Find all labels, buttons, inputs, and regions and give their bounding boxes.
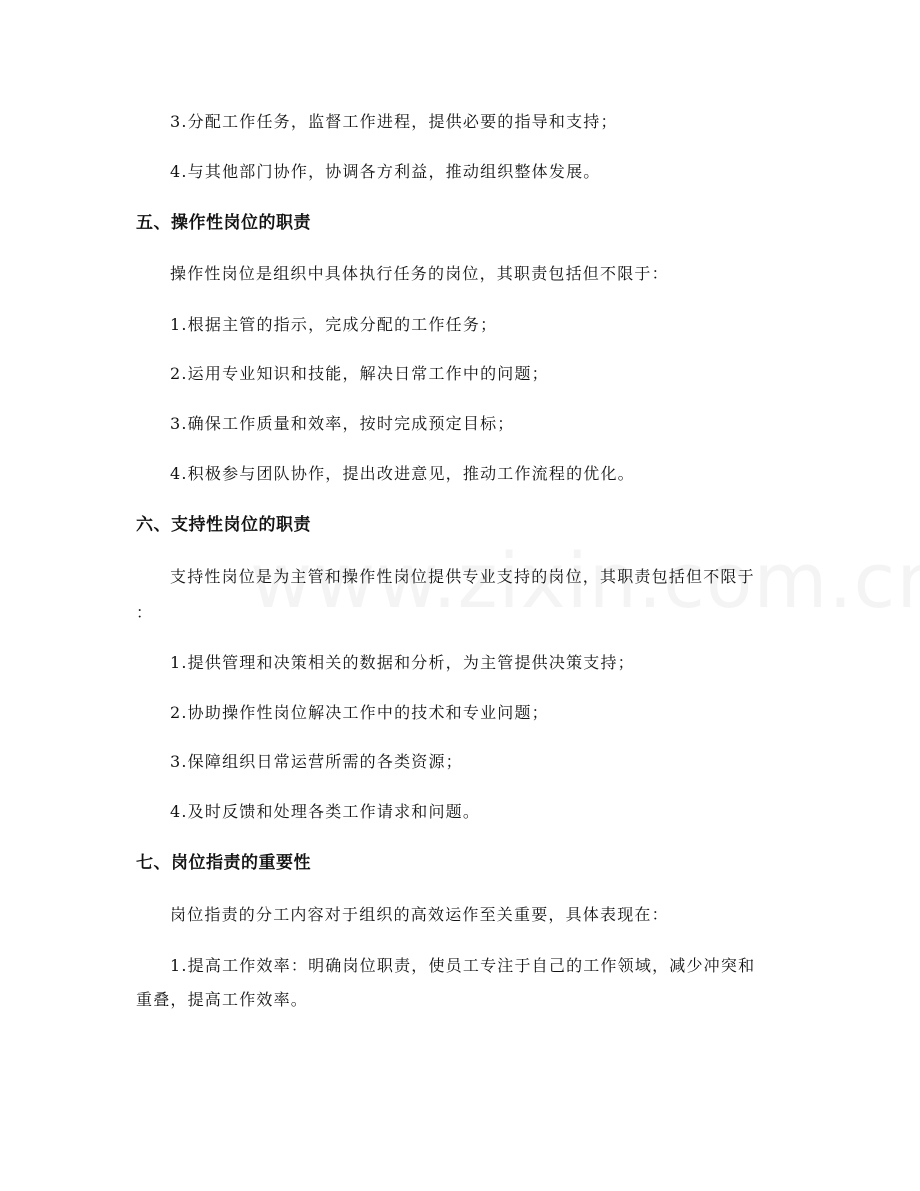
section-heading: 七、岗位指责的重要性 bbox=[136, 853, 311, 873]
paragraph: 操作性岗位是组织中具体执行任务的岗位，其职责包括但不限于： bbox=[170, 264, 669, 283]
list-item: 1.根据主管的指示，完成分配的工作任务； bbox=[170, 315, 498, 334]
list-item: 4.积极参与团队协作，提出改进意见，推动工作流程的优化。 bbox=[170, 464, 635, 483]
list-item: 4.与其他部门协作，协调各方利益，推动组织整体发展。 bbox=[170, 162, 601, 181]
list-item: 1.提高工作效率：明确岗位职责，使员工专注于自己的工作领域，减少冲突和 bbox=[170, 956, 756, 975]
list-item: 3.确保工作质量和效率，按时完成预定目标； bbox=[170, 414, 515, 433]
section-heading: 六、支持性岗位的职责 bbox=[136, 515, 311, 535]
paragraph-continuation: ： bbox=[136, 603, 154, 622]
list-item: 3.保障组织日常运营所需的各类资源； bbox=[170, 752, 463, 771]
section-heading: 五、操作性岗位的职责 bbox=[136, 213, 311, 233]
list-item: 2.运用专业知识和技能，解决日常工作中的问题； bbox=[170, 364, 549, 383]
list-item: 3.分配工作任务，监督工作进程，提供必要的指导和支持； bbox=[170, 112, 618, 131]
list-item: 2.协助操作性岗位解决工作中的技术和专业问题； bbox=[170, 703, 549, 722]
list-item: 1.提供管理和决策相关的数据和分析，为主管提供决策支持； bbox=[170, 653, 635, 672]
paragraph: 支持性岗位是为主管和操作性岗位提供专业支持的岗位，其职责包括但不限于 bbox=[170, 567, 755, 586]
paragraph: 岗位指责的分工内容对于组织的高效运作至关重要，具体表现在： bbox=[170, 905, 669, 924]
list-item-continuation: 重叠，提高工作效率。 bbox=[136, 990, 309, 1009]
list-item: 4.及时反馈和处理各类工作请求和问题。 bbox=[170, 802, 481, 821]
